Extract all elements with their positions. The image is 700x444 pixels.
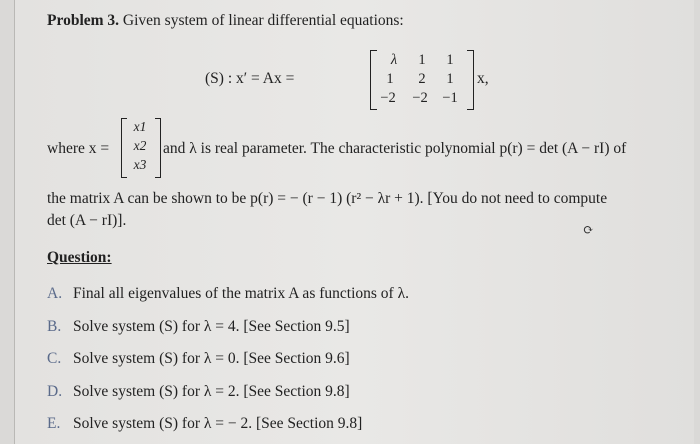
xvector-entry: x3 bbox=[133, 157, 147, 172]
description-line-1: and λ is real parameter. The characteristic polynomial p(r) = det (A − rI) of bbox=[163, 140, 627, 157]
question-heading: Question: bbox=[47, 249, 112, 266]
problem-label: Problem 3. bbox=[47, 12, 120, 29]
question-text: Solve system (S) for λ = 4. [See Section 9.5] bbox=[73, 318, 350, 335]
matrix-right-bracket bbox=[467, 50, 474, 110]
question-item bbox=[47, 285, 409, 303]
description-line-2: the matrix A can be shown to be p(r) = − (r − 1) (r² − λr + 1). [You do not need to compute bbox=[47, 190, 608, 207]
question-letter: E. bbox=[47, 415, 61, 432]
problem-intro: Given system of linear differential equations: bbox=[122, 12, 404, 29]
matrix-cell: λ bbox=[390, 52, 398, 68]
matrix-cell: −2 bbox=[412, 90, 428, 106]
question-text: Solve system (S) for λ = 2. [See Section 9.8] bbox=[73, 383, 350, 400]
refresh-icon: ⟳ bbox=[583, 222, 594, 237]
matrix-cell: 2 bbox=[418, 71, 426, 87]
xvector-right-bracket bbox=[155, 118, 161, 178]
question-letter: B. bbox=[47, 318, 62, 335]
question-text: Final all eigenvalues of the matrix A as functions of λ. bbox=[73, 285, 409, 302]
question-text: Solve system (S) for λ = − 2. [See Section 9.8] bbox=[73, 415, 363, 432]
question-item bbox=[47, 415, 362, 433]
xvector-entry: x2 bbox=[133, 138, 147, 153]
matrix-cell: 1 bbox=[386, 71, 394, 87]
matrix-cell: −2 bbox=[380, 90, 396, 106]
description-line-3: det (A − rI)]. bbox=[47, 212, 127, 229]
matrix-cell: 1 bbox=[418, 52, 426, 68]
question-item bbox=[47, 350, 350, 368]
question-item bbox=[47, 318, 350, 336]
matrix-cell: −1 bbox=[442, 90, 458, 106]
matrix-cell: 1 bbox=[446, 52, 454, 68]
xvector-entry: x1 bbox=[133, 119, 147, 134]
problem-title bbox=[47, 12, 404, 30]
xvector-prefix: where x = bbox=[47, 140, 110, 157]
question-letter: D. bbox=[47, 383, 63, 400]
question-item bbox=[47, 383, 350, 401]
system-lhs: (S) : x′ = Ax = bbox=[205, 70, 295, 87]
question-letter: C. bbox=[47, 350, 62, 367]
problem-page bbox=[14, 0, 694, 444]
question-letter: A. bbox=[47, 285, 63, 302]
system-after: x, bbox=[477, 70, 489, 87]
matrix-cell: 1 bbox=[446, 71, 454, 87]
question-text: Solve system (S) for λ = 0. [See Section 9.6] bbox=[73, 350, 350, 367]
